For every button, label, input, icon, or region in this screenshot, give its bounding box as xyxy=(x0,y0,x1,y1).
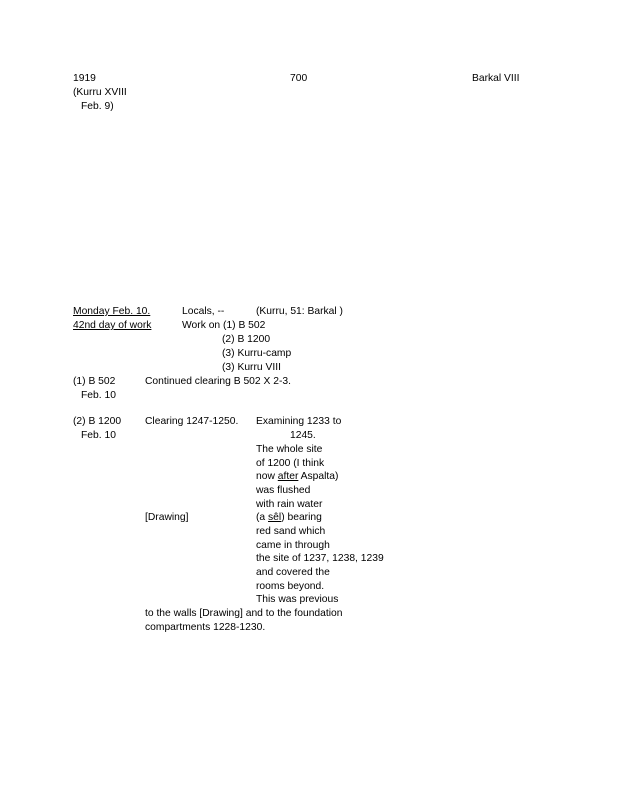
drawing-label: [Drawing] xyxy=(145,512,189,523)
b502-label: (1) B 502 xyxy=(73,376,116,387)
day-of-work: 42nd day of work xyxy=(73,320,152,331)
note-text: ) bearing xyxy=(281,512,322,523)
b1200-date: Feb. 10 xyxy=(81,430,116,441)
work-item: (2) B 1200 xyxy=(222,334,271,345)
note-line xyxy=(256,512,322,524)
note-line: red sand which xyxy=(256,526,326,537)
work-item: (3) Kurru-camp xyxy=(222,348,292,359)
work-item: (3) Kurru VIII xyxy=(222,362,281,373)
reference-line-1: (Kurru XVIII xyxy=(73,87,127,98)
b1200-label: (2) B 1200 xyxy=(73,416,122,427)
note-text: Aspalta) xyxy=(298,471,339,482)
note-line: and covered the xyxy=(256,567,330,578)
locals-note: Locals, -- xyxy=(182,306,225,317)
note-text: now xyxy=(256,471,278,482)
note-line: 1245. xyxy=(290,430,316,441)
note-line: the site of 1237, 1238, 1239 xyxy=(256,553,384,564)
underlined-word: after xyxy=(277,471,299,482)
note-line: The whole site xyxy=(256,444,323,455)
note-line: This was previous xyxy=(256,594,339,605)
underlined-word: sêl xyxy=(268,512,282,523)
year: 1919 xyxy=(73,73,96,84)
b502-text: Continued clearing B 502 X 2-3. xyxy=(145,376,291,387)
note-line: came in through xyxy=(256,540,330,551)
note-line xyxy=(256,471,338,483)
b1200-clearing: Clearing 1247-1250. xyxy=(145,416,239,427)
note-line: rooms beyond. xyxy=(256,581,325,592)
note-line: with rain water xyxy=(256,499,323,510)
entry-date: Monday Feb. 10. xyxy=(73,306,151,317)
reference-line-2: Feb. 9) xyxy=(81,101,114,112)
work-on-line: Work on (1) B 502 xyxy=(182,320,266,331)
note-line: was flushed xyxy=(256,485,311,496)
note-line: of 1200 (I think xyxy=(256,458,325,469)
page-number: 700 xyxy=(290,73,308,84)
kurru-note: (Kurru, 51: Barkal ) xyxy=(256,306,343,317)
closing-line: compartments 1228-1230. xyxy=(145,622,266,633)
note-line: Examining 1233 to xyxy=(256,416,342,427)
b502-date: Feb. 10 xyxy=(81,390,116,401)
note-text: (a xyxy=(256,512,269,523)
closing-line: to the walls [Drawing] and to the foundation xyxy=(145,608,343,619)
section-title: Barkal VIII xyxy=(472,73,520,84)
